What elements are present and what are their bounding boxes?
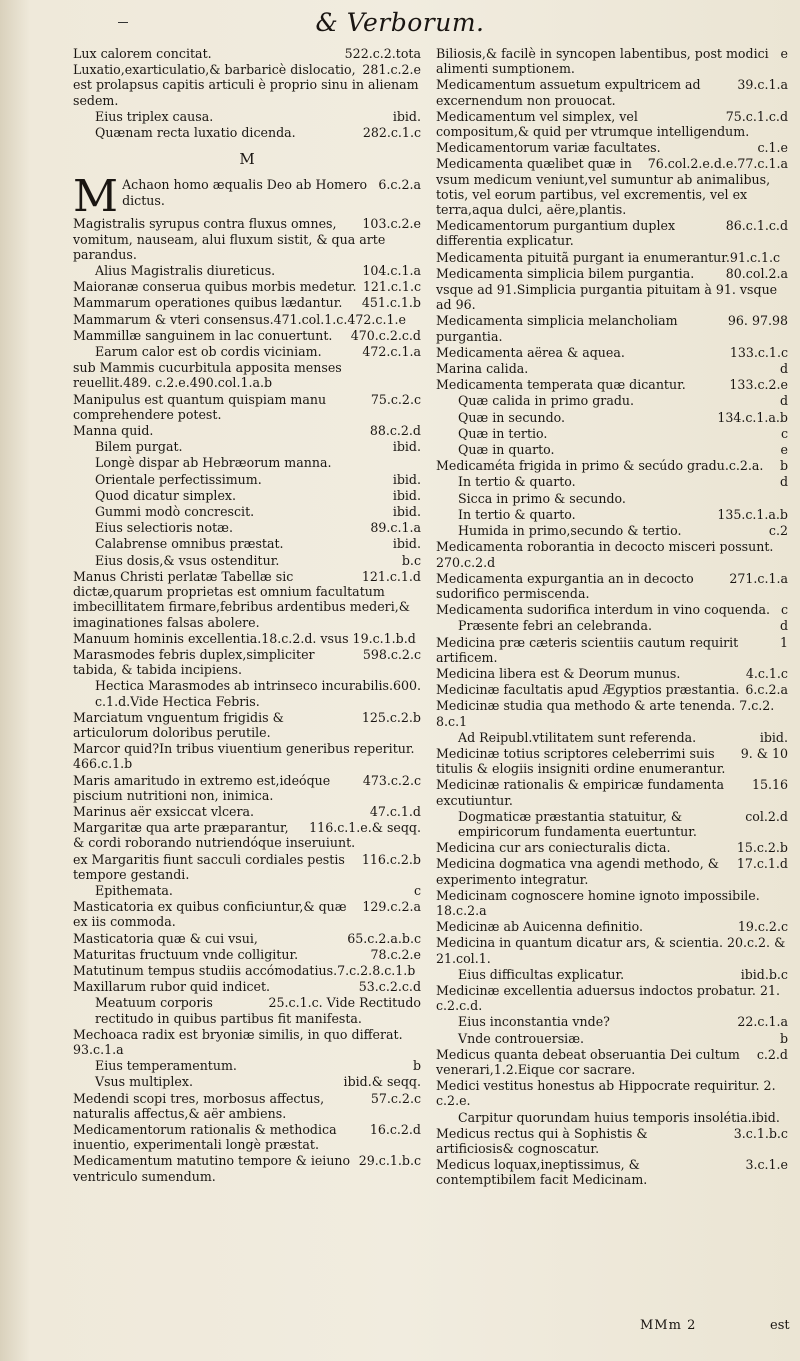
entry-text: Medici vestitus honestus ab Hippocrate requiritur. 2. c.2.e. [436,1078,776,1109]
entry-text: Mammarum & vteri consensus.471.col.1.c.472.c.1.e [73,311,406,327]
index-entry [436,458,788,473]
entry-text: Maioranæ conserua quibus morbis medetur. [73,279,357,295]
entry-text: Lux calorem concitat. [73,46,212,61]
index-entry [436,361,788,376]
index-entry [73,947,421,962]
index-entry [73,631,421,646]
entry-text: Medicamentum vel simplex, vel compositum,& quid per vtrumque intelligendum. [436,108,750,140]
entry-text: Masticatoria ex quibus conficiuntur,& quæ ex iis commoda. [73,899,347,930]
index-entry [73,344,421,359]
entry-reference: 4.c.1.c [745,665,788,681]
index-entry [73,569,421,630]
entry-text: Meatuum corporis rectitudo in quibus partibus fit manifesta. [95,995,362,1026]
entry-text: Masticatoria quæ & cui vsui, [73,930,258,946]
index-entry [436,809,788,839]
entry-text: Marinus aër exsiccat vlcera. [73,803,255,819]
entry-reference: c [780,425,788,441]
index-entry [73,312,421,327]
entry-text: Medicamentorum purgantium duplex differentia explicatur. [436,218,676,249]
entry-text: Hectica Marasmodes ab intrinseco incurabilis.600. c.1.d.Vide Hectica Febris. [95,678,422,709]
entry-text: Vsus multiplex. [95,1074,193,1090]
entry-reference: 1 [779,634,788,650]
index-entry [73,439,421,454]
entry-reference: 78.c.2.e [370,946,421,962]
entry-text: Medicamentorum rationalis & methodica inuentio, experimentali longè præstat. [73,1122,337,1153]
entry-text: Medicamentorum variæ facultates. [436,140,661,156]
entry-text: Manna quid. [73,423,154,439]
entry-text: Magistralis syrupus contra fluxus omnes, vomitum, nauseam, alui fluxum sistit, & qua arte parandus. [73,216,386,262]
index-entry [73,488,421,503]
index-entry [436,156,788,217]
index-entry [73,392,421,422]
entry-text: Medendi scopi tres, morbosus affectus, naturalis affectus,& aër ambiens. [73,1090,325,1121]
entry-text: Medicus quanta debeat obseruantia Dei cultum venerari,1.2.Eique cor sacrare. [436,1046,740,1077]
index-entry [436,919,788,934]
index-entry [73,328,421,343]
index-entry [73,1027,421,1057]
entry-text: Medicamentum assuetum expultricem ad excernendum non prouocat. [436,77,701,108]
entry-text: sub Mammis cucurbitula apposita menses reuellit.489. c.2.e.490.col.1.a.b [73,360,342,391]
index-entry [436,282,788,312]
entry-reference: ibid. [392,504,421,520]
index-entry [73,263,421,278]
entry-reference: 16.c.2.d [369,1122,421,1137]
entry-text: Marina calida. [436,361,529,377]
entry-text: Medicus loquax,ineptissimus, & contemptibilem facit Medicinam. [436,1157,648,1188]
entry-text: Medicamenta roborantia in decocto misceri possunt. 270.c.2.d [436,539,774,570]
entry-text: Quæ calida in primo gradu. [458,393,635,409]
entry-reference: 15.16 [751,777,788,793]
entry-reference: 598.c.2.c [362,646,421,662]
index-entry [73,472,421,487]
entry-reference: 129.c.2.a [362,899,421,915]
entry-text: Medicamenta quælibet quæ in vsum medicum veniunt,vel sumuntur ab animalibus, totis, vel eorum partibus, vel excrementis, vel ex terra,aqua dulci, aëre,plantis. [436,156,771,218]
entry-reference: 17.c.1.d [736,856,788,872]
entry-text: Quænam recta luxatio dicenda. [95,125,296,141]
entry-text: In tertio & quarto. [458,506,576,522]
entry-text: Præsente febri an celebranda. [458,618,652,634]
entry-text: Medicina cur ars coniecturalis dicta. [436,840,671,856]
index-entry [73,852,421,882]
index-entry [436,377,788,392]
entry-reference: 15.c.2.b [736,840,788,856]
entry-text: Achaon homo æqualis Deo ab Homero dictus. [122,177,368,208]
entry-reference: c.1.e [757,140,788,156]
entry-reference: 133.c.2.e [729,377,788,393]
entry-text: In tertio & quarto. [458,474,576,490]
entry-reference: 86.c.1.c.d [725,218,788,234]
index-entry [73,216,421,262]
entry-text: Eius dosis,& vsus ostenditur. [95,552,280,568]
entry-reference: e [780,46,788,61]
index-entry [436,1078,788,1108]
index-entry [436,442,788,457]
entry-reference: 104.c.1.a [362,263,421,279]
index-entry [73,678,421,708]
entry-text: Medicina dogmatica vna agendi methodo, & experimento integratur. [436,856,719,887]
entry-text: Eius selectioris notæ. [95,520,234,536]
entry-reference: d [779,393,788,409]
entry-reference: 76.col.2.e.d.e.77.c.1.a [647,156,788,172]
index-entry [436,571,788,601]
entry-text: Marcor quid?In tribus viuentium generibus reperitur. 466.c.1.b [73,741,415,772]
index-entry [73,360,421,390]
entry-reference: 29.c.1.b.c [358,1153,421,1169]
index-entry [73,979,421,994]
entry-text: Medicinæ rationalis & empiricæ fundamenta excutiuntur. [436,777,724,808]
index-entry [73,773,421,803]
index-entry [73,1122,421,1152]
entry-text: Medicina præ cæteris scientiis cautum requirit artificem. [436,634,739,665]
index-entry [73,455,421,470]
index-entry [436,523,788,538]
entry-text: Earum calor est ob cordis viciniam. [95,344,322,360]
index-entry [436,746,788,776]
catchword: est [770,1318,790,1333]
index-entry [73,883,421,898]
entry-reference: 522.c.2.tota [344,46,421,61]
index-entry [73,171,421,223]
entry-text: Medicinæ excellentia aduersus indoctos probatur. 21. c.2.c.d. [436,982,780,1014]
entry-text: Medicamenta simplicia bilem purgantia. [436,265,695,281]
entry-reference: 125.c.2.b [361,709,421,725]
entry-reference: 9. & 10 [740,745,788,761]
index-entry [73,931,421,946]
entry-reference: 6.c.2.a [745,682,788,698]
entry-text: Marciatum vnguentum frigidis & articulorum doloribus perutile. [73,709,284,740]
entry-reference: 53.c.2.c.d [358,979,421,995]
entry-reference: 22.c.1.a [737,1014,788,1030]
entry-reference: 88.c.2.d [369,423,421,439]
entry-text: Matutinum tempus studiis accómodatius.7.c.2.8.c.1.b [73,962,416,978]
index-entry [436,1110,788,1125]
entry-text: Luxatio,exarticulatio,& barbaricè dislocatio, est prolapsus capitis articuli è proprio sinu in alienam sedem. [73,62,419,108]
entry-text: Mammillæ sanguinem in lac conuertunt. [73,327,333,343]
left-column [73,46,421,1185]
running-head: & Verborum. [315,8,485,37]
index-entry [436,935,788,965]
entry-reference: 3.c.1.b.c [733,1125,788,1141]
entry-text: Quæ in tertio. [458,425,548,441]
entry-text: Gummi modò concrescit. [95,504,255,520]
index-entry [436,635,788,665]
entry-text: Maturitas fructuum vnde colligitur. [73,946,299,962]
entry-reference: b [412,1058,421,1074]
entry-text: Medicamenta temperata quæ dicantur. [436,377,686,393]
entry-text: Eius inconstantia vnde? [458,1014,610,1030]
index-entry [436,250,788,265]
index-entry [436,218,788,248]
index-entry [73,125,421,140]
index-entry [436,698,788,728]
index-entry [73,520,421,535]
entry-reference: ibid. [392,108,421,124]
index-entry [436,474,788,489]
entry-reference: 96. 97.98 [727,313,788,329]
entry-reference: 19.c.2.c [737,919,788,935]
entry-text: Medicamenta simplicia melancholiam purgantia. [436,313,678,344]
entry-reference: 47.c.1.d [369,803,421,819]
index-entry [436,266,788,281]
entry-text: Bilem purgat. [95,439,183,455]
entry-reference: 121.c.1.d [361,568,421,584]
entry-reference: d [779,474,788,490]
index-entry [73,741,421,771]
entry-text: Maxillarum rubor quid indicet. [73,979,271,995]
entry-reference: 57.c.2.c [370,1090,421,1106]
entry-text: Quæ in secundo. [458,409,566,425]
letter-heading: M [239,150,255,169]
entry-text: Eius triplex causa. [95,108,214,124]
index-entry [73,1091,421,1121]
entry-text: Medicina libera est & Deorum munus. [436,665,681,681]
entry-reference: 75.c.1.c.d [725,108,788,124]
entry-reference: 116.c.2.b [361,851,421,867]
index-entry [436,1047,788,1077]
entry-reference: d [779,618,788,634]
entry-reference: b.c [401,552,421,568]
index-entry [436,666,788,681]
entry-reference: 3.c.1.e [745,1157,788,1173]
entry-text: Mammarum operationes quibus lædantur. [73,295,343,311]
index-entry [73,995,421,1025]
entry-reference: 25.c.1.c. Vide Rectitudo [268,995,421,1011]
right-column [436,46,788,1189]
entry-text: Medicaméta frigida in primo & secúdo gradu.c.2.a. [436,458,764,474]
index-entry [436,1157,788,1187]
drop-cap: M [73,171,119,223]
entry-reference: d [779,361,788,377]
index-entry [436,140,788,155]
entry-reference: ibid. [392,536,421,552]
entry-text: Medicinæ ab Auicenna definitio. [436,919,644,935]
index-entry [73,295,421,310]
index-entry [73,963,421,978]
page-footer [640,1318,790,1333]
entry-reference: 39.c.1.a [737,77,788,93]
entry-text: Sicca in primo & secundo. [458,490,626,506]
entry-text: Medicamenta pituitã purgant ia enumerantur.91.c.1.c [436,249,781,265]
index-entry [436,856,788,886]
entry-text: Quod dicatur simplex. [95,487,237,503]
index-entry [436,539,788,569]
entry-reference: c [413,882,421,898]
index-entry [436,393,788,408]
entry-text: Quæ in quarto. [458,442,555,458]
entry-text: Manuum hominis excellentia.18.c.2.d. vsus 19.c.1.b.d [73,630,416,646]
index-entry [436,1126,788,1156]
entry-reference: e [780,442,788,458]
entry-text: Medicinæ facultatis apud Ægyptios præstantia. [436,682,740,698]
index-entry [436,682,788,697]
entry-text: Medicina in quantum dicatur ars, & scientia. 20.c.2. & 21.col.1. [436,935,786,966]
index-entry [436,1014,788,1029]
entry-reference: ibid.& seqq. [343,1074,421,1090]
entry-reference: 135.c.1.a.b [717,506,788,522]
entry-text: Medicinæ studia qua methodo & arte tenenda. 7.c.2. 8.c.1 [436,698,775,729]
entry-reference: 473.c.2.c [362,772,421,788]
entry-text: Medicamenta aërea & aquea. [436,344,625,360]
signature-mark: MMm 2 [640,1318,697,1333]
entry-text: Manus Christi perlatæ Tabellæ sic dictæ,quarum proprietas est omnium facultatum imbecillitatem firmare,febribus ardentibus mederi,& imaginationes falsas abolere. [73,568,410,630]
entry-reference: ibid. [392,487,421,503]
entry-reference: 65.c.2.a.b.c [347,930,421,946]
entry-reference: 451.c.1.b [361,295,421,311]
index-entry [436,983,788,1013]
index-entry [436,426,788,441]
entry-text: Dogmaticæ præstantia statuitur, & empiricorum fundamenta euertuntur. [458,808,697,839]
index-entry [73,804,421,819]
entry-text: Longè dispar ab Hebræorum manna. [95,455,332,471]
entry-text: Medicinam cognoscere homine ignoto impossibile. 18.c.2.a [436,887,760,918]
entry-text: Marasmodes febris duplex,simpliciter tabida, & tabida incipiens. [73,646,315,678]
index-entry [436,1031,788,1046]
entry-text: Medicinæ totius scriptores celeberrimi suis titulis & elogiis insigniti ordine enumerantur. [436,745,726,777]
entry-reference: col.2.d [745,808,788,824]
entry-reference: c.2.d [756,1046,788,1062]
entry-text: Carpitur quorundam huius temporis insolétia.ibid. [458,1109,780,1125]
index-entry [73,710,421,740]
index-entry [73,62,421,108]
entry-text: Maris amaritudo in extremo est,ideóque piscium nutritioni non, inimica. [73,772,331,803]
index-entry [436,77,788,107]
entry-text: Epithemata. [95,882,173,898]
entry-reference: 116.c.1.e.& seqq. [309,820,421,836]
index-entry [436,410,788,425]
entry-reference: ibid. [392,471,421,487]
entry-text: vsque ad 91.Simplicia purgantia pituitam à 91. vsque ad 96. [436,282,778,313]
entry-reference: 121.c.1.c [362,279,421,295]
entry-reference: 103.c.2.e [362,216,421,232]
index-entry [436,46,788,76]
entry-text: Eius temperamentum. [95,1058,237,1074]
entry-text: Biliosis,& facilè in syncopen labentibus, post modici alimenti sumptionem. [436,46,769,77]
entry-reference: 282.c.1.c [362,125,421,141]
entry-reference: 80.col.2.a [725,265,788,281]
index-entry [436,507,788,522]
entry-reference: c.2 [768,523,788,539]
entry-reference: 271.c.1.a [729,570,788,586]
entry-reference: 6.c.2.a [378,177,421,193]
entry-text: Mechoaca radix est bryoniæ similis, in quo differat. 93.c.1.a [73,1026,403,1057]
index-entry [436,602,788,617]
index-entry [436,840,788,855]
index-entry [73,1153,421,1183]
entry-text: Alius Magistralis diureticus. [95,263,276,279]
entry-reference: b [779,458,788,474]
index-entry [73,820,421,850]
entry-reference: 89.c.1.a [370,520,421,536]
index-entry [436,109,788,139]
index-entry [436,618,788,633]
entry-text: Medicamenta sudorifica interdum in vino coquenda. [436,602,771,618]
entry-text: Manipulus est quantum quispiam manu comprehendere potest. [73,391,327,422]
index-entry [73,1058,421,1073]
index-entry [73,536,421,551]
entry-reference: ibid. [759,729,788,745]
entry-text: Medicamentum matutino tempore & ieiuno ventriculo sumendum. [73,1153,351,1184]
entry-reference: b [779,1030,788,1046]
entry-text: ex Margaritis fiunt sacculi cordiales pestis tempore gestandi. [73,851,345,882]
entry-text: Orientale perfectissimum. [95,471,262,487]
entry-text: Margaritæ qua arte præparantur, & cordi roborando nutriendóque inseruiunt. [73,820,356,851]
entry-reference: c [780,602,788,618]
entry-reference: 472.c.1.a [362,344,421,360]
index-entry [73,899,421,929]
index-entry [73,647,421,677]
index-entry [436,491,788,506]
entry-reference: 470.c.2.c.d [350,327,421,343]
index-entry [73,504,421,519]
entry-text: Ad Reipubl.vtilitatem sunt referenda. [458,729,697,745]
entry-text: Eius difficultas explicatur. [458,966,625,982]
index-entry [73,109,421,124]
index-entry [436,345,788,360]
index-entry [436,730,788,745]
entry-text: Medicamenta expurgantia an in decocto sudorifico permiscenda. [436,570,694,601]
entry-reference: 75.c.2.c [370,391,421,407]
index-entry [436,967,788,982]
entry-reference: 134.c.1.a.b [717,409,788,425]
entry-text: Medicus rectus qui à Sophistis & artificiosis& cognoscatur. [436,1125,648,1157]
entry-reference: 281.c.2.e [362,62,421,78]
entry-text: Calabrense omnibus præstat. [95,536,284,552]
entry-reference: ibid.b.c [740,966,788,982]
entry-reference: 133.c.1.c [729,344,788,360]
entry-text: Vnde controuersiæ. [458,1030,585,1046]
index-entry [436,313,788,343]
index-entry [73,553,421,568]
index-entry [73,46,421,61]
index-entry [73,1074,421,1089]
index-entry [436,888,788,918]
index-entry [73,423,421,438]
entry-text: Humida in primo,secundo & tertio. [458,523,682,539]
index-entry [73,279,421,294]
entry-reference: ibid. [392,439,421,455]
index-entry [436,777,788,807]
